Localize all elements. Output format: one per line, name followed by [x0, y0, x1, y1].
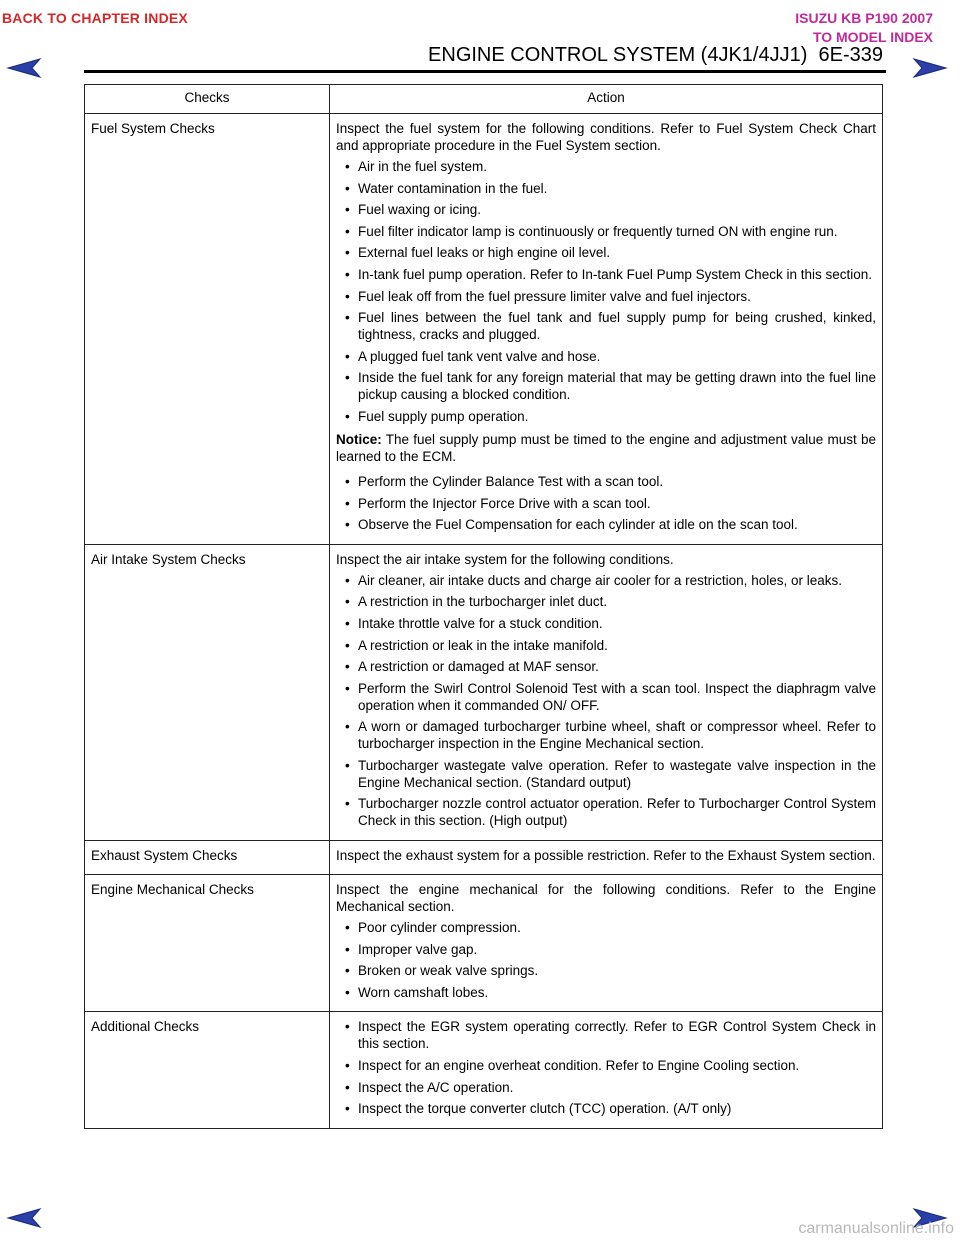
list-item: • A worn or damaged turbocharger turbine wheel, shaft or compressor wheel. Refer to turbocharger inspection in the Engine Mechanical section.	[337, 718, 876, 752]
list-item: • Fuel lines between the fuel tank and fuel supply pump for being crushed, kinked, tightness, cracks and plugged.	[337, 309, 876, 343]
list-item: • Fuel supply pump operation.	[337, 408, 876, 425]
list-item: • Inside the fuel tank for any foreign material that may be getting drawn into the fuel line pickup causing a blocked condition.	[337, 369, 876, 403]
check-name: Air Intake System Checks	[85, 544, 330, 840]
checks-table	[84, 84, 883, 1129]
list-item: • Turbocharger nozzle control actuator operation. Refer to Turbocharger Control System Check in this section. (High output)	[337, 795, 876, 829]
page-number: 6E-339	[818, 44, 883, 66]
check-name: Exhaust System Checks	[85, 841, 330, 875]
list-item: • Fuel leak off from the fuel pressure limiter valve and fuel injectors.	[337, 288, 876, 305]
header-rule	[84, 70, 886, 73]
bullet-list	[336, 572, 876, 830]
notice-label: Notice:	[336, 431, 382, 447]
page-header	[428, 44, 883, 67]
watermark: carmanualsonline.info	[798, 1220, 954, 1237]
column-header-action: Action	[330, 85, 883, 114]
list-item: • In-tank fuel pump operation. Refer to In-tank Fuel Pump System Check in this section.	[337, 266, 876, 283]
to-model-index-link[interactable]: TO MODEL INDEX	[812, 29, 933, 45]
list-item: • Air in the fuel system.	[337, 158, 876, 175]
list-item: • Perform the Cylinder Balance Test with a scan tool.	[337, 473, 876, 490]
table-header-row	[85, 85, 883, 114]
list-item: • External fuel leaks or high engine oil level.	[337, 244, 876, 261]
bullet-list	[336, 473, 876, 533]
action-cell	[330, 114, 883, 545]
action-intro: Inspect the fuel system for the following conditions. Refer to Fuel System Check Chart and appropriate procedure in the Fuel System section.	[336, 121, 876, 153]
check-name: Additional Checks	[85, 1012, 330, 1128]
list-item: • A plugged fuel tank vent valve and hose.	[337, 348, 876, 365]
list-item: • Inspect the EGR system operating correctly. Refer to EGR Control System Check in this section.	[337, 1018, 876, 1052]
table-row	[85, 544, 883, 840]
list-item: • Perform the Injector Force Drive with a scan tool.	[337, 495, 876, 512]
action-intro: Inspect the exhaust system for a possible restriction. Refer to the Exhaust System section.	[336, 848, 876, 864]
list-item: • Poor cylinder compression.	[337, 919, 876, 936]
previous-page-arrow-icon[interactable]	[6, 58, 44, 78]
next-page-arrow-icon[interactable]	[910, 58, 948, 78]
table-row	[85, 114, 883, 545]
list-item: • Inspect the torque converter clutch (TCC) operation. (A/T only)	[337, 1100, 876, 1117]
list-item: • Air cleaner, air intake ducts and charge air cooler for a restriction, holes, or leaks.	[337, 572, 876, 589]
list-item: • Perform the Swirl Control Solenoid Test with a scan tool. Inspect the diaphragm valve operation when it commanded ON/ OFF.	[337, 680, 876, 714]
table-row	[85, 875, 883, 1012]
bullet-list	[336, 158, 876, 425]
action-intro: Inspect the engine mechanical for the following conditions. Refer to the Engine Mechanical section.	[336, 882, 876, 915]
action-intro: Inspect the air intake system for the following conditions.	[336, 551, 674, 567]
list-item: • A restriction or leak in the intake manifold.	[337, 637, 876, 654]
list-item: • Fuel filter indicator lamp is continuously or frequently turned ON with engine run.	[337, 223, 876, 240]
table-row	[85, 1012, 883, 1128]
check-name: Fuel System Checks	[85, 114, 330, 545]
action-cell	[330, 1012, 883, 1128]
bullet-list	[336, 1018, 876, 1117]
list-item: • Improper valve gap.	[337, 941, 876, 958]
previous-page-arrow-icon[interactable]	[6, 1208, 44, 1228]
list-item: • Turbocharger wastegate valve operation. Refer to wastegate valve inspection in the Engine Mechanical section. (Standard output)	[337, 757, 876, 791]
bullet-list	[336, 919, 876, 1001]
notice-text: The fuel supply pump must be timed to the engine and adjustment value must be learned to the ECM.	[336, 431, 876, 464]
action-cell	[330, 841, 883, 875]
list-item: • Observe the Fuel Compensation for each cylinder at idle on the scan tool.	[337, 516, 876, 533]
list-item: • Broken or weak valve springs.	[337, 962, 876, 979]
check-name: Engine Mechanical Checks	[85, 875, 330, 1012]
action-cell	[330, 875, 883, 1012]
back-to-chapter-index-link[interactable]: BACK TO CHAPTER INDEX	[2, 10, 188, 26]
list-item: • Inspect for an engine overheat condition. Refer to Engine Cooling section.	[337, 1057, 876, 1074]
model-title: ISUZU KB P190 2007	[795, 10, 933, 26]
notice	[336, 431, 876, 465]
list-item: • A restriction or damaged at MAF sensor.	[337, 658, 876, 675]
list-item: • Inspect the A/C operation.	[337, 1079, 876, 1096]
section-title: ENGINE CONTROL SYSTEM (4JK1/4JJ1)	[428, 44, 808, 66]
list-item: • Intake throttle valve for a stuck condition.	[337, 615, 876, 632]
table-row	[85, 841, 883, 875]
list-item: • Water contamination in the fuel.	[337, 180, 876, 197]
list-item: • Fuel waxing or icing.	[337, 201, 876, 218]
list-item: • Worn camshaft lobes.	[337, 984, 876, 1001]
action-cell	[330, 544, 883, 840]
column-header-checks: Checks	[85, 85, 330, 114]
list-item: • A restriction in the turbocharger inlet duct.	[337, 593, 876, 610]
